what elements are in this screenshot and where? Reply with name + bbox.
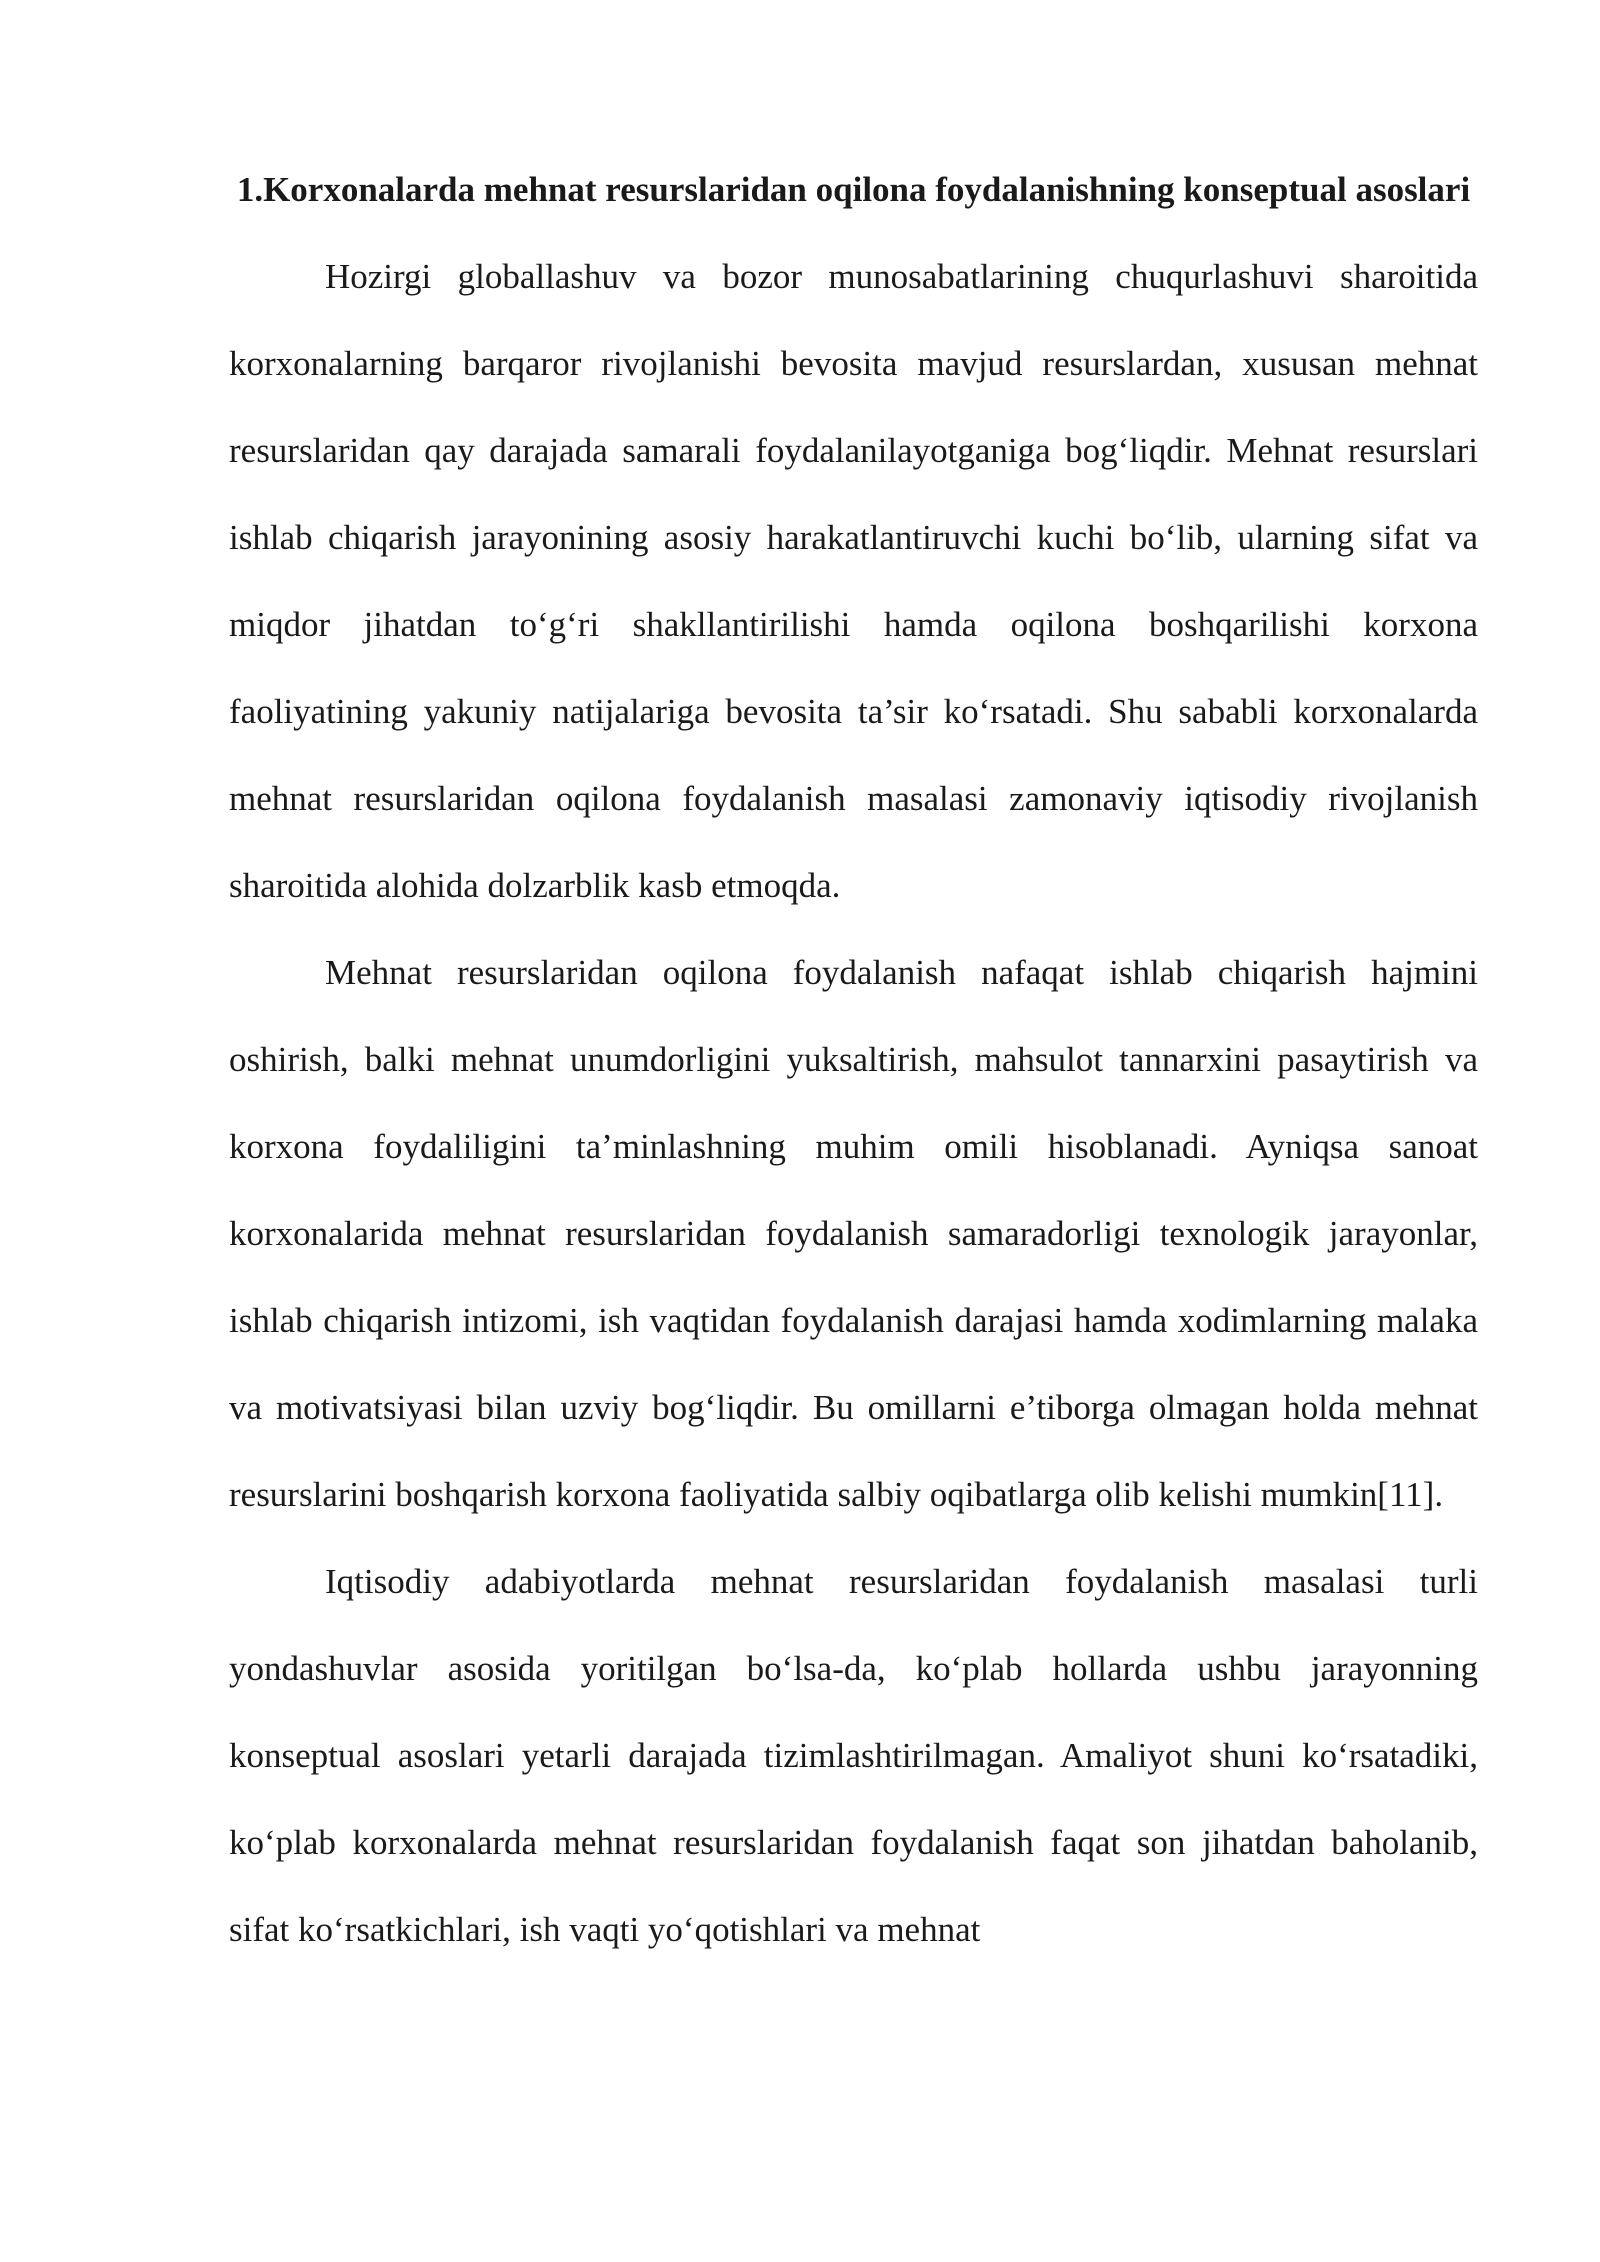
document-body [229, 146, 1478, 1973]
paragraph-3: Iqtisodiy adabiyotlarda mehnat resurslaridan foydalanish masalasi turli yondashuvlar asosida yoritilgan bo‘lsa-da, ko‘plab hollarda ushbu jarayonning konseptual asoslari yetarli darajada tizimlashtirilmagan. Amaliyot shuni ko‘rsatadiki, ko‘plab korxonalarda mehnat resurslaridan foydalanish faqat son jihatdan baholanib, sifat ko‘rsatkichlari, ish vaqti yo‘qotishlari va mehnat [229, 1562, 1478, 1949]
section-title: 1.Korxonalarda mehnat resurslaridan oqilona foydalanishning konseptual asoslari [236, 170, 1471, 209]
paragraph-2: Mehnat resurslaridan oqilona foydalanish nafaqat ishlab chiqarish hajmini oshirish, balki mehnat unumdorligini yuksaltirish, mahsulot tannarxini pasaytirish va korxona foydaliligini ta’minlashning muhim omili hisoblanadi. Ayniqsa sanoat korxonalarida mehnat resurslaridan foydalanish samaradorligi texnologik jarayonlar, ishlab chiqarish intizomi, ish vaqtidan foydalanish darajasi hamda xodimlarning malaka va motivatsiyasi bilan uzviy bog‘liqdir. Bu omillarni e’tiborga olmagan holda mehnat resurslarini boshqarish korxona faoliyatida salbiy oqibatlarga olib kelishi mumkin[11]. [229, 953, 1478, 1514]
paragraph-1: Hozirgi globallashuv va bozor munosabatlarining chuqurlashuvi sharoitida korxonalarning barqaror rivojlanishi bevosita mavjud resurslardan, xususan mehnat resurslaridan qay darajada samarali foydalanilayotganiga bog‘liqdir. Mehnat resurslari ishlab chiqarish jarayonining asosiy harakatlantiruvchi kuchi bo‘lib, ularning sifat va miqdor jihatdan to‘g‘ri shakllantirilishi hamda oqilona boshqarilishi korxona faoliyatining yakuniy natijalariga bevosita ta’sir ko‘rsatadi. Shu sababli korxonalarda mehnat resurslaridan oqilona foydalanish masalasi zamonaviy iqtisodiy rivojlanish sharoitida alohida dolzarblik kasb etmoqda. [229, 257, 1478, 905]
